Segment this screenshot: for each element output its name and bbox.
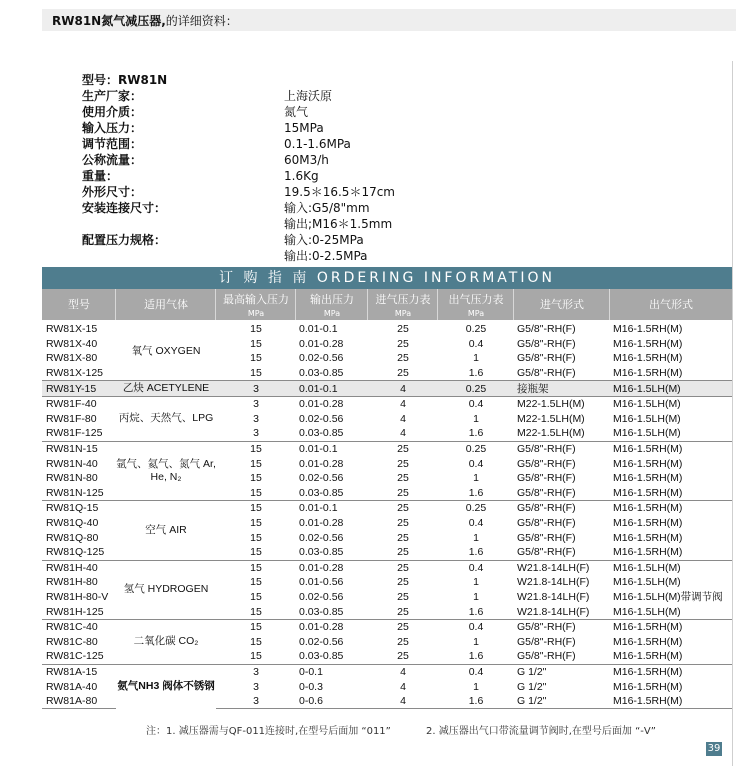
table-cell: 1.6 (468, 367, 484, 380)
table-cell: 15 (250, 337, 262, 350)
column-header (610, 289, 732, 320)
table-cell: G 1/2" (517, 680, 547, 693)
table-cell: RW81F-125 (46, 427, 103, 440)
gas-type-cell: 二氧化碳 CO₂ (116, 619, 216, 664)
table-cell: G 1/2" (514, 664, 610, 679)
table-cell: RW81C-40 (42, 619, 116, 634)
spec-label: 型号：RW81N (82, 73, 168, 87)
table-cell: M16-1.5RH(M) (613, 323, 683, 336)
table-cell: W21.8-14LH(F) (517, 590, 590, 603)
spec-value: 60M3/h (284, 153, 329, 167)
table-cell: 0.01-0.28 (299, 337, 344, 350)
table-cell: 0.01-0.28 (296, 619, 368, 634)
table-cell: 25 (397, 472, 409, 485)
column-header-label: 输出压力 (310, 293, 354, 306)
footnote-2: 2. 减压器出气口带流量调节阀时,在型号后面加 “-V” (426, 726, 656, 737)
table-cell: 25 (397, 650, 409, 663)
table-cell: 0.01-0.1 (299, 323, 338, 336)
table-cell: 25 (397, 546, 409, 559)
table-cell: RW81A-80 (42, 694, 116, 709)
table-cell: 0.25 (438, 381, 514, 397)
table-cell: 1.6 (468, 486, 484, 499)
table-cell: RW81Q-125 (46, 546, 105, 559)
table-cell: 0.03-0.85 (299, 546, 344, 559)
table-cell: 0.02-0.56 (299, 352, 344, 365)
table-cell: RW81H-125 (46, 605, 104, 618)
table-cell: M16-1.5RH(M) (610, 619, 732, 634)
gas-type-cell: 氩气、氦气、氮气 Ar, He, N₂ (116, 441, 216, 500)
table-cell: M16-1.5RH(M) (610, 441, 732, 456)
table-cell: 15 (250, 635, 262, 648)
table-cell: G5/8"-RH(F) (514, 619, 610, 634)
table-cell: 15 (216, 619, 296, 634)
table-cell: 0.25 (465, 323, 487, 336)
table-cell: 0.03-0.85 (299, 605, 344, 618)
column-header-row (42, 289, 732, 320)
column-header-label: 进气压力表 (375, 293, 431, 306)
gas-type-cell: 氢气 HYDROGEN (116, 560, 216, 619)
title-suffix: 的详细资料： (165, 14, 238, 28)
table-cell: G5/8"-RH(F) (517, 517, 576, 530)
table-cell: 接瓶架 (514, 381, 610, 397)
spec-label: 公称流量： (82, 153, 143, 167)
table-cell: 15 (250, 590, 262, 603)
table-row (42, 560, 732, 575)
column-header-label: 最高输入压力 (223, 293, 289, 306)
spec-value: 输入:G5/8"mm (284, 201, 370, 215)
table-cell: 25 (397, 457, 409, 470)
table-cell: 1 (473, 472, 479, 485)
table-cell: 0.01-0.28 (296, 396, 368, 411)
table-cell: 25 (368, 619, 438, 634)
table-cell: 1 (473, 680, 479, 693)
table-cell: M16-1.5LH(M) (613, 427, 681, 440)
table-cell: M16-1.5LH(M) (613, 412, 681, 425)
table-cell: 0.25 (438, 441, 514, 456)
table-cell: 1 (473, 576, 479, 589)
table-cell: W21.8-14LH(F) (517, 605, 590, 618)
table-cell: 15 (250, 352, 262, 365)
ordering-table (42, 322, 732, 709)
table-cell: M16-1.5RH(M) (613, 486, 683, 499)
column-header (368, 289, 438, 320)
spec-label: 调节范围： (82, 137, 143, 151)
table-cell: 4 (368, 694, 438, 709)
column-header-unit: MPa (323, 309, 341, 318)
spec-label: 配置压力规格： (82, 233, 167, 247)
table-cell: 4 (400, 412, 406, 425)
table-cell: G5/8"-RH(F) (517, 650, 576, 663)
table-cell: RW81A-15 (42, 664, 116, 679)
table-cell: 0.01-0.56 (299, 576, 344, 589)
table-row (42, 322, 732, 337)
table-cell: 15 (250, 576, 262, 589)
column-header-unit: MPa (247, 309, 265, 318)
right-rule (732, 61, 733, 766)
column-header (216, 289, 296, 320)
table-cell: M16-1.5LH(M) (610, 560, 732, 575)
table-cell: 0.01-0.28 (299, 517, 344, 530)
table-cell: 0.4 (438, 396, 514, 411)
gas-type-cell: 氧气 OXYGEN (131, 344, 201, 357)
table-cell: RW81X-125 (46, 367, 104, 380)
table-cell: M16-1.5RH(M) (613, 457, 683, 470)
table-cell: M16-1.5RH(M) (613, 546, 683, 559)
column-header-unit: MPa (394, 309, 412, 318)
table-cell: 15 (250, 650, 262, 663)
table-cell: G5/8"-RH(F) (517, 472, 576, 485)
table-cell: 3 (253, 427, 259, 440)
table-cell: RW81Q-15 (42, 501, 116, 516)
table-cell: G5/8"-RH(F) (517, 337, 576, 350)
table-cell: 0.02-0.56 (299, 635, 344, 648)
table-cell: 0.01-0.28 (296, 560, 368, 575)
table-cell: G5/8"-RH(F) (517, 457, 576, 470)
table-cell: M16-1.5RH(M) (613, 680, 683, 693)
table-cell: G5/8"-RH(F) (514, 501, 610, 516)
table-cell: 1.6 (468, 605, 484, 618)
table-cell: M16-1.5LH(M) (610, 381, 732, 397)
table-row (42, 396, 732, 411)
table-row (42, 664, 732, 679)
table-cell: 0.02-0.56 (299, 531, 344, 544)
table-cell: RW81H-80-V (46, 590, 109, 603)
table-cell: 25 (368, 560, 438, 575)
table-cell: 25 (397, 337, 409, 350)
spec-label: 使用介质： (82, 105, 143, 119)
table-cell: 0.02-0.56 (299, 590, 344, 603)
table-cell: 1 (473, 635, 479, 648)
gas-type-cell: 氨气NH3 阀体不锈钢 (116, 664, 216, 709)
table-cell: 3 (253, 412, 259, 425)
table-cell: 3 (216, 664, 296, 679)
table-cell: 15 (250, 457, 262, 470)
gas-type-cell: 丙烷、天然气、LPG (116, 396, 216, 441)
table-cell: 3 (216, 396, 296, 411)
table-cell: 4 (368, 396, 438, 411)
column-header-label: 出气压力表 (448, 293, 504, 306)
table-cell: W21.8-14LH(F) (514, 560, 610, 575)
gas-type-cell: 乙炔 ACETYLENE (116, 381, 216, 397)
spec-value: 0.1-1.6MPa (284, 137, 351, 151)
table-cell: RW81N-80 (46, 472, 98, 485)
table-cell: G5/8"-RH(F) (517, 323, 576, 336)
spec-label: 输入压力： (82, 121, 143, 135)
table-cell: 1 (473, 412, 479, 425)
table-cell: G 1/2" (514, 694, 610, 709)
table-cell: 1 (473, 590, 479, 603)
spec-label: 生产厂家： (82, 89, 143, 103)
table-cell: G5/8"-RH(F) (517, 352, 576, 365)
table-cell: M16-1.5LH(M) (613, 605, 681, 618)
title-bar (42, 9, 736, 31)
table-cell: M22-1.5LH(M) (517, 427, 585, 440)
table-cell: 1 (473, 531, 479, 544)
table-cell: 4 (368, 664, 438, 679)
table-row (42, 381, 732, 397)
table-cell: 0-0.6 (296, 694, 368, 709)
table-cell: 0.4 (438, 619, 514, 634)
table-cell: 25 (397, 605, 409, 618)
table-cell: 4 (400, 427, 406, 440)
table-cell: RW81C-80 (46, 635, 98, 648)
table-cell: 1 (473, 352, 479, 365)
table-row (42, 441, 732, 456)
column-header-unit: MPa (467, 309, 485, 318)
table-cell: 0.02-0.56 (299, 412, 344, 425)
table-cell: W21.8-14LH(F) (517, 576, 590, 589)
table-cell: 0-0.1 (296, 664, 368, 679)
table-cell: 0.02-0.56 (299, 472, 344, 485)
table-cell: 1.6 (468, 650, 484, 663)
table-cell: RW81Q-80 (46, 531, 99, 544)
table-cell: 3 (216, 694, 296, 709)
column-header (514, 289, 610, 320)
table-cell: 25 (397, 517, 409, 530)
table-cell: 3 (216, 381, 296, 397)
table-cell: 0.03-0.85 (299, 427, 344, 440)
table-row (42, 619, 732, 634)
table-cell: G5/8"-RH(F) (517, 486, 576, 499)
table-row (42, 501, 732, 516)
table-cell: 4 (368, 381, 438, 397)
table-cell: RW81X-15 (46, 323, 98, 336)
table-cell: M16-1.5LH(M) (610, 396, 732, 411)
table-cell: G5/8"-RH(F) (517, 367, 576, 380)
table-cell: RW81N-15 (42, 441, 116, 456)
table-cell: 0.4 (468, 517, 484, 530)
table-cell: 25 (397, 635, 409, 648)
table-cell: M22-1.5LH(M) (514, 396, 610, 411)
table-cell: M16-1.5RH(M) (610, 694, 732, 709)
spec-value: 输出;M16＊1.5mm (284, 217, 393, 231)
column-header-label: 出气形式 (649, 298, 693, 311)
column-header-label: 适用气体 (144, 298, 188, 311)
table-cell: 1.6 (468, 427, 484, 440)
table-cell: 25 (397, 486, 409, 499)
table-cell: 0-0.3 (299, 680, 323, 693)
table-cell: RW81Q-40 (46, 517, 99, 530)
table-cell: RW81N-40 (46, 457, 98, 470)
table-cell: 25 (397, 367, 409, 380)
table-cell: 15 (250, 605, 262, 618)
table-cell: 0.4 (438, 664, 514, 679)
table-cell: M16-1.5RH(M) (613, 517, 683, 530)
table-cell: 25 (397, 323, 409, 336)
table-cell: 15 (250, 323, 262, 336)
table-cell: RW81F-80 (46, 412, 97, 425)
table-cell: 0.01-0.1 (296, 381, 368, 397)
column-header (116, 289, 216, 320)
table-cell: G5/8"-RH(F) (514, 441, 610, 456)
column-header (42, 289, 116, 320)
table-cell: 0.03-0.85 (299, 650, 344, 663)
table-cell: 15 (250, 367, 262, 380)
table-cell: 15 (250, 517, 262, 530)
table-cell: 4 (400, 680, 406, 693)
table-cell: RW81H-80 (46, 576, 98, 589)
table-cell: 15 (250, 531, 262, 544)
table-cell: 1.6 (468, 546, 484, 559)
page-number: 39 (707, 743, 721, 754)
table-cell: 0.01-0.28 (299, 457, 344, 470)
table-cell: 15 (250, 472, 262, 485)
gas-type-cell: 空气 AIR (116, 501, 216, 560)
table-cell: RW81F-40 (42, 396, 116, 411)
column-header-label: 进气形式 (540, 298, 584, 311)
footnote-1: 注：1. 减压器需与QF-011连接时,在型号后面加 “011” (146, 726, 391, 737)
column-header-label: 型号 (68, 298, 90, 311)
spec-value: 上海沃原 (284, 89, 333, 103)
table-cell: M16-1.5RH(M) (613, 472, 683, 485)
table-cell: 15 (216, 560, 296, 575)
table-cell: RW81Y-15 (42, 381, 116, 397)
table-cell: 15 (250, 486, 262, 499)
table-cell: M16-1.5LH(M) (613, 576, 681, 589)
spec-label: 安装连接尺寸： (82, 201, 167, 215)
table-cell: 0.25 (438, 501, 514, 516)
spec-value: 氮气 (284, 105, 309, 119)
table-cell: M16-1.5RH(M) (610, 501, 732, 516)
table-cell: RW81N-125 (46, 486, 104, 499)
table-cell: 15 (250, 546, 262, 559)
table-cell: RW81A-40 (46, 680, 98, 693)
table-cell: 25 (368, 441, 438, 456)
table-cell: 25 (368, 501, 438, 516)
table-cell: RW81C-125 (46, 650, 104, 663)
spec-value: 15MPa (284, 121, 324, 135)
table-cell: RW81H-40 (42, 560, 116, 575)
table-cell: 25 (397, 576, 409, 589)
table-cell: RW81X-40 (46, 337, 98, 350)
spec-value: 输入:0-25MPa (284, 233, 364, 247)
table-cell: G5/8"-RH(F) (517, 635, 576, 648)
table-cell: 0.01-0.1 (296, 441, 368, 456)
table-cell: 0.4 (468, 337, 484, 350)
table-cell: M16-1.5RH(M) (613, 352, 683, 365)
title-model: RW81N氮气减压器, (52, 14, 166, 28)
table-cell: RW81X-80 (46, 352, 98, 365)
table-cell: 25 (397, 590, 409, 603)
table-cell: 3 (253, 680, 259, 693)
spec-value: 1.6Kg (284, 169, 319, 183)
spec-label: 外形尺寸： (82, 185, 143, 199)
spec-value: 19.5＊16.5＊17cm (284, 185, 395, 199)
table-cell: M16-1.5RH(M) (613, 650, 683, 663)
column-header (296, 289, 368, 320)
ordering-header: 订 购 指 南 ORDERING INFORMATION (42, 267, 732, 289)
table-cell: M22-1.5LH(M) (517, 412, 585, 425)
table-cell: M16-1.5RH(M) (613, 531, 683, 544)
table-cell: G5/8"-RH(F) (517, 546, 576, 559)
table-cell: G5/8"-RH(F) (517, 531, 576, 544)
table-cell: 25 (397, 531, 409, 544)
spec-value: 输出:0-2.5MPa (284, 249, 368, 263)
table-cell: 15 (216, 501, 296, 516)
table-cell: 0.03-0.85 (299, 486, 344, 499)
table-cell: 15 (216, 441, 296, 456)
table-cell: M16-1.5LH(M)带调节阀 (613, 590, 723, 603)
table-cell: 25 (397, 352, 409, 365)
table-cell: 0.01-0.1 (296, 501, 368, 516)
table-cell: M16-1.5RH(M) (613, 337, 683, 350)
spec-label: 重量： (82, 169, 119, 183)
table-cell: M16-1.5RH(M) (613, 367, 683, 380)
table-cell: 1.6 (438, 694, 514, 709)
table-cell: 0.03-0.85 (299, 367, 344, 380)
table-cell: 0.4 (438, 560, 514, 575)
table-cell: 0.4 (468, 457, 484, 470)
page-title (52, 12, 238, 29)
table-cell: M16-1.5RH(M) (610, 664, 732, 679)
table-cell: M16-1.5RH(M) (613, 635, 683, 648)
column-header (438, 289, 514, 320)
